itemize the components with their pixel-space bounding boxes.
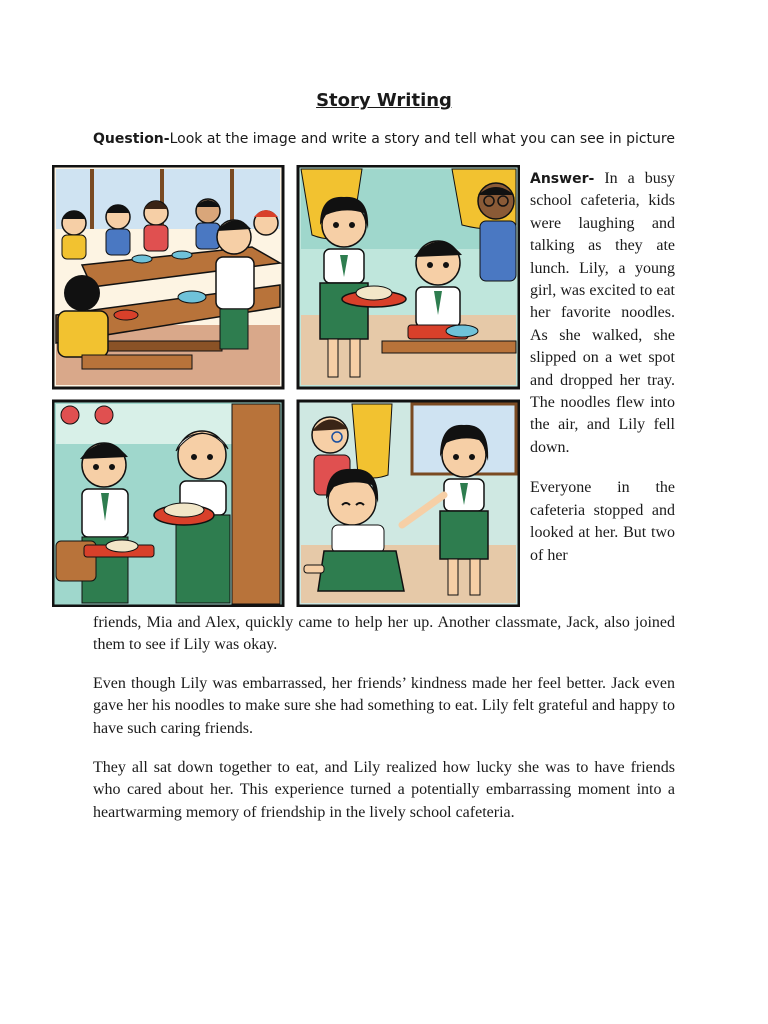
comic-panel-1 (53, 166, 283, 388)
question-label: Question- (93, 131, 170, 147)
answer-paragraph-1-text: In a busy school cafeteria, kids were laughing and talking as they ate lunch. Lily, a young girl, was excited to eat her favorite noodles. As she walked, she slipped on a wet spot and dropped her tray. The noodles flew into the air, and Lily fell down. (530, 170, 676, 456)
question-line (93, 131, 693, 147)
comic-panel-3 (53, 401, 283, 606)
answer-side-column (530, 168, 675, 567)
answer-paragraph-3: Even though Lily was embarrassed, her friends’ kindness made her feel better. Jack even gave her his noodles to make sure she had something to eat. Lily felt grateful and happy to have such caring friends. (93, 675, 675, 737)
question-text: Look at the image and write a story and tell what you can see in picture (169, 131, 675, 147)
answer-paragraph-1 (530, 168, 675, 459)
answer-paragraph-4: They all sat down together to eat, and Lily realized how lucky she was to have friends who cared about her. This experience turned a potentially embarrassing moment into a heartwarming memory of friendship in the lively school cafeteria. (93, 759, 675, 821)
page-title: Story Writing (316, 90, 452, 111)
answer-label: Answer- (530, 171, 595, 187)
comic-panel-4 (298, 401, 519, 606)
comic-strip-illustration (52, 165, 520, 607)
answer-paragraph-2-continued: friends, Mia and Alex, quickly came to help her up. Another classmate, Jack, also joined them to see if Lily was okay. (93, 614, 675, 654)
comic-panel-2 (298, 166, 519, 388)
answer-paragraph-2-start: Everyone in the cafeteria stopped and looked at her. But two of her (530, 479, 675, 564)
